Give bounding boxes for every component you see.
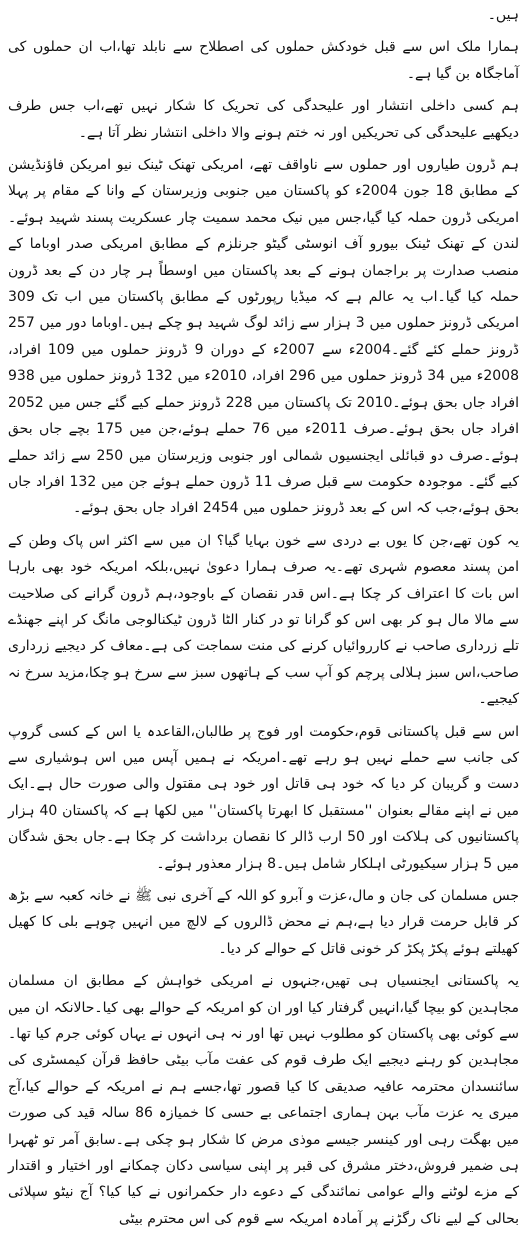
paragraph-7: جس مسلمان کی جان و مال،عزت و آبرو کو اللہ کے آخری نبی ﷺ نے خانہ کعبہ سے بڑھ کر قابل حرمت قرار دیا ہے،ہم نے محض ڈالروں کے لالچ میں انہیں چوہے بلی کا کھیل کھیلتے ہوئے پکڑ پکڑ کر خونی قاتل کے حوالے کر دیا۔: [8, 888, 519, 957]
paragraph-6: اس سے قبل پاکستانی قوم،حکومت اور فوج پر طالبان،القاعدہ یا اس کے کسی گروپ کی جانب سے حملے نہیں ہو رہے تھے۔امریکہ نے ہمیں آپس میں اس ہوشیاری سے دست و گریبان کر دیا کہ خود ہی قاتل اور خود ہی مقتول والی صورت حال ہے۔ایک میں نے اپنے مقالے بعنوان ''مستقبل کا ابھرتا پاکستان'' میں لکھا ہے کہ پاکستان 40 ہزار پاکستانیوں کی ہلاکت اور 50 ارب ڈالر کا نقصان برداشت کر چکا ہے۔جاں بحق شدگان میں 5 ہزار سیکیورٹی اہلکار شامل ہیں۔8 ہزار معذور ہوئے۔: [8, 723, 520, 872]
paragraph-5: یہ کون تھے،جن کا یوں بے دردی سے خون بہایا گیا؟ ان میں سے اکثر اس پاک وطن کے امن پسند معصوم شہری تھے۔یہ صرف ہمارا دعویٰ نہیں،بلکہ امریکہ خود بھی بارہا اس بات کا اعتراف کر چکا ہے۔اس قدر نقصان کے باوجود،ہم ڈرون گرانے کی صلاحیت سے مالا مال ہو کر بھی اس کو گرانا تو در کنار الٹا ڈرون ٹیکنالوجی مانگ کر اپنے جھنڈے تلے زرداری صاحب نے کارروائیاں کرنے کی منت سماجت کی ہے۔معاف کر دیجیے زرداری صاحب،اس سبز ہلالی پرچم کو آپ سب کے ہاتھوں سبز سے سرخ ہو چکا،مزید سرخ نہ کیجیے۔: [8, 532, 519, 708]
paragraph-2: ہمارا ملک اس سے قبل خودکش حملوں کی اصطلاح سے نابلد تھا،اب ان حملوں کی آماجگاہ بن گیا ہے۔: [8, 39, 519, 82]
paragraph-4: ہم ڈرون طیاروں اور حملوں سے ناواقف تھے، امریکی تھنک ٹینک نیو امریکن فاؤنڈیشن کے مطابق 18 جون 2004ء کو پاکستان میں جنوبی وزیرستان کے وانا کے مقام پر پہلا امریکی ڈرون حملہ کیا گیا،جس میں نیک محمد سمیت چار عسکریت پسند شہید ہوئے۔لندن کے تھنک ٹینک بیورو آف انوسٹی گیٹو جرنلزم کے مطابق امریکی صدر اوباما کے منصب صدارت پر براجمان ہونے کے بعد پاکستان میں اوسطاً ہر چار دن کے بعد ڈرون حملہ کیا گیا۔اب یہ عالم ہے کہ میڈیا رپورٹوں کے مطابق پاکستان میں اب تک 309 امریکی ڈرونز حملوں میں 3 ہزار سے زائد لوگ شہید ہو چکے ہیں۔اوباما دور میں 257 ڈرونز حملے کئے گئے۔2004ء سے 2007ء کے دوران 9 ڈرونز حملوں میں 109 افراد، 2008ء میں 34 ڈرونز حملوں میں 296 افراد، 2010ء میں 132 ڈرونز حملوں میں 938 افراد جاں بحق ہوئے۔2010 تک پاکستان میں 228 ڈرونز حملے کیے گئے جس میں 2052 افراد جاں بحق ہوئے۔صرف 2011ء میں 76 حملے ہوئے،جن میں 175 بچے جاں بحق ہوئے۔صرف دو قبائلی ایجنسیوں شمالی اور جنوبی وزیرستان میں 250 سے زائد حملے کیے گئے۔ موجودہ حکومت سے قبل صرف 11 ڈرون حملے ہوئے جن میں 132 افراد جاں بحق ہوئے،جب کہ اس کے بعد ڈرونز حملوں میں 2454 افراد جاں بحق ہوئے۔: [8, 157, 520, 517]
paragraph-8: یہ پاکستانی ایجنسیاں ہی تھیں،جنہوں نے امریکی خواہش کے مطابق ان مسلمان مجاہدین کو بیچا گیا،انہیں گرفتار کیا اور ان کو امریکہ کے حوالے بھی کیا۔حالانکہ ان میں سے کوئی بھی پاکستان کو مطلوب نہیں تھا اور نہ ہی انہوں نے یہاں کوئی جرم کیا تھا۔مجاہدین کو رہنے دیجیے ایک طرف قوم کی عفت مآب بیٹی حافظ قرآن کیمسٹری کی سائنسدان محترمہ عافیہ صدیقی کا کیا قصور تھا،جسے ہم نے امریکہ کے حوالے کیا،آج میری یہ عزت مآب بہن ہماری اجتماعی بے حسی کا خمیازہ 86 سالہ قید کی صورت میں بھگت رہی اور کینسر جیسے موذی مرض کا شکار ہو چکی ہے۔سابق آمر تو ٹھہرا ہی ضمیر فروش،دختر مشرق کی قبر پر اپنی سیاسی دکان چمکانے اور اختیار و اقتدار کے مزے لوٹنے والے عوامی نمائندگی کے دعوے دار حکمرانوں نے کیا کیا؟ آج نیٹو سپلائی بحالی کے لیے ناک رگڑنے پر آمادہ امریکہ سے قوم کی اس محترم بیٹی: [8, 973, 519, 1227]
paragraph-3: ہم کسی داخلی انتشار اور علیحدگی کی تحریک کا شکار نہیں تھے،اب جس طرف دیکھیے علیحدگی کی تحریکیں اور نہ ختم ہونے والا داخلی انتشار نظر آتا ہے۔: [8, 98, 519, 141]
paragraph-1: ہیں۔: [487, 7, 519, 23]
